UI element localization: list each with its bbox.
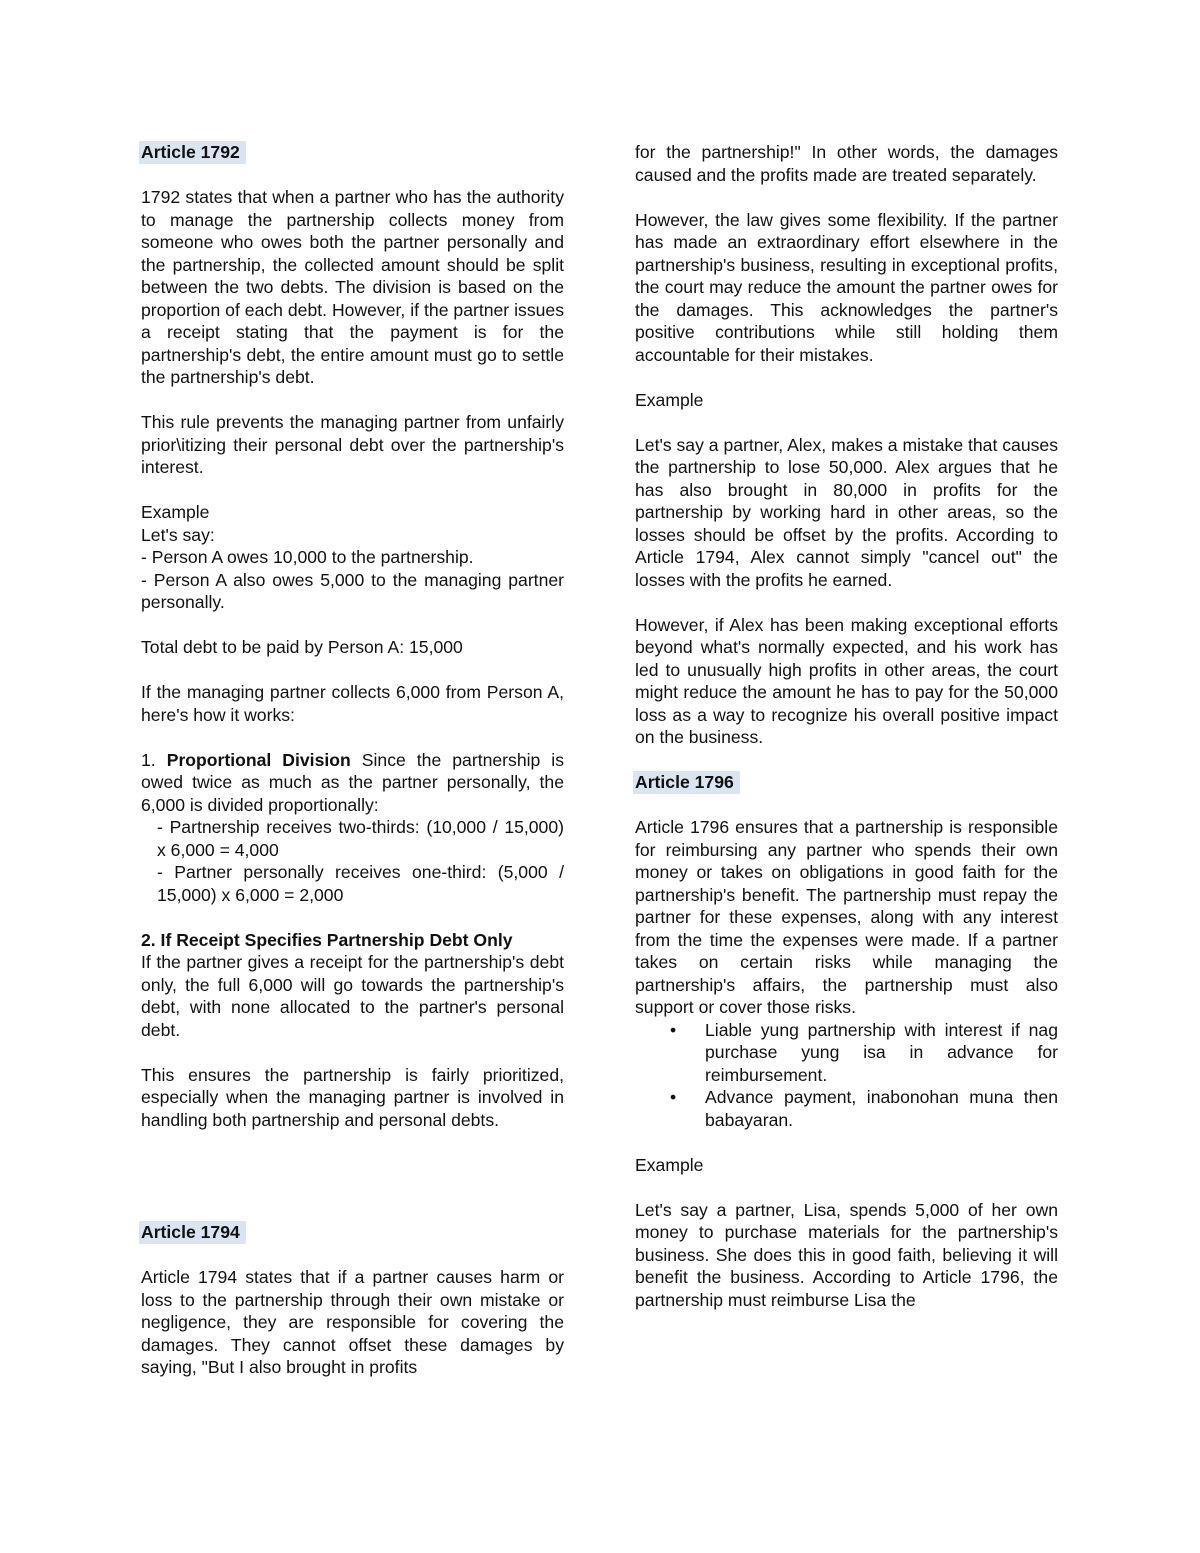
proportional-division-title: Proportional Division bbox=[166, 749, 351, 770]
example-label: Example bbox=[635, 1154, 704, 1175]
total-debt-line: Total debt to be paid by Person A: 15,000 bbox=[141, 637, 463, 657]
bullet-icon: • bbox=[670, 1087, 677, 1107]
lisa-example-paragraph: Let's say a partner, Lisa, spends 5,000 of her own money to purchase materials for the partnership's business. She does this in good faith, believing it will benefit the business. According to Article 1796, the partnership must reimburse Lisa the bbox=[635, 1199, 1058, 1310]
receipt-specifies-title: 2. If Receipt Specifies Partnership Debt Only bbox=[141, 929, 513, 950]
bullet-list bbox=[635, 1019, 1058, 1132]
collects-paragraph: If the managing partner collects 6,000 from Person A, here's how it works: bbox=[141, 682, 564, 725]
bullet-text: Liable yung partnership with interest if nag purchase yung isa in advance for reimbursement. bbox=[705, 1019, 1058, 1085]
article-1796-paragraph: Article 1796 ensures that a partnership is responsible for reimbursing any partner who spends their own money or takes on obligations in good faith for the partnership's benefit. The partnership must repay the partner for these expenses, along with any interest from the time the expenses were made. If a partner takes on certain risks while managing the partnership's affairs, the partnership must also support or cover those risks. bbox=[635, 817, 1058, 1017]
partner-share-line: - Partner personally receives one-third: (5,000 / 15,000) x 6,000 = 2,000 bbox=[157, 862, 564, 905]
flexibility-paragraph: However, the law gives some flexibility. If the partner has made an extraordinary effort elsewhere in the partnership's business, resulting in exceptional profits, the court may reduce the amount the partner owes for the damages. This acknowledges the partner's positive contributions while still holding them accountable for their mistakes. bbox=[635, 209, 1058, 365]
article-1794-heading: Article 1794 bbox=[139, 1221, 246, 1244]
receipt-specifies-paragraph: If the partner gives a receipt for the partnership's debt only, the full 6,000 will go towards the partnership's debt, with none allocated to the partner's personal debt. bbox=[141, 952, 564, 1040]
example-label: Example bbox=[635, 389, 704, 410]
list-item bbox=[635, 1086, 1058, 1131]
article-1792-rule-paragraph: This rule prevents the managing partner from unfairly prior\itizing their personal debt over the partnership's interest. bbox=[141, 412, 564, 477]
article-1794-paragraph: Article 1794 states that if a partner causes harm or loss to the partnership through their own mistake or negligence, they are responsible for covering the damages. They cannot offset these damages by saying, "But I also brought in profits bbox=[141, 1267, 564, 1377]
list-item bbox=[635, 1019, 1058, 1087]
article-1792-paragraph: 1792 states that when a partner who has the authority to manage the partnership collects money from someone who owes both the partner personally and the partnership, the collected amount should be split between the two debts. The division is based on the proportion of each debt. However, if the partner issues a receipt stating that the payment is for the partnership's debt, the entire amount must go to settle the partnership's debt. bbox=[141, 187, 564, 387]
list-item: - Person A also owes 5,000 to the managing partner personally. bbox=[141, 569, 564, 612]
example-label: Example bbox=[141, 502, 210, 522]
closing-paragraph: This ensures the partnership is fairly prioritized, especially when the managing partner is involved in handling both partnership and personal debts. bbox=[141, 1064, 564, 1130]
lets-say-line: Let's say: bbox=[141, 524, 215, 545]
partnership-share-line: - Partnership receives two-thirds: (10,000 / 15,000) x 6,000 = 4,000 bbox=[157, 817, 564, 860]
proportional-division-paragraph bbox=[141, 749, 564, 817]
step-number: 1. bbox=[141, 749, 167, 770]
alex-exception-paragraph: However, if Alex has been making exceptional efforts beyond what's normally expected, and his work has led to unusually high profits in other areas, the court might reduce the amount he has to pay for the 50,000 loss as a way to recognize his overall positive impact on the business. bbox=[635, 614, 1058, 747]
bullet-icon: • bbox=[670, 1019, 677, 1040]
alex-example-paragraph: Let's say a partner, Alex, makes a mistake that causes the partnership to lose 50,000. Alex argues that he has also brought in 80,000 in profits for the partnership by working hard in other areas, so the losses should be offset by the profits. According to Article 1794, Alex cannot simply "cancel out" the losses with the profits he earned. bbox=[635, 434, 1058, 590]
list-item: - Person A owes 10,000 to the partnership. bbox=[141, 547, 474, 567]
right-column bbox=[635, 141, 1058, 1311]
article-1796-heading: Article 1796 bbox=[633, 771, 740, 794]
bullet-text: Advance payment, inabonohan muna then babayaran. bbox=[705, 1087, 1058, 1130]
left-column bbox=[141, 141, 564, 1379]
proportional-division-text: Since the partnership is owed twice as much as the partner personally, the 6,000 is divided proportionally: bbox=[141, 749, 565, 815]
article-1792-heading: Article 1792 bbox=[139, 141, 246, 164]
article-1794-continued-paragraph: for the partnership!" In other words, the damages caused and the profits made are treated separately. bbox=[635, 142, 1058, 185]
